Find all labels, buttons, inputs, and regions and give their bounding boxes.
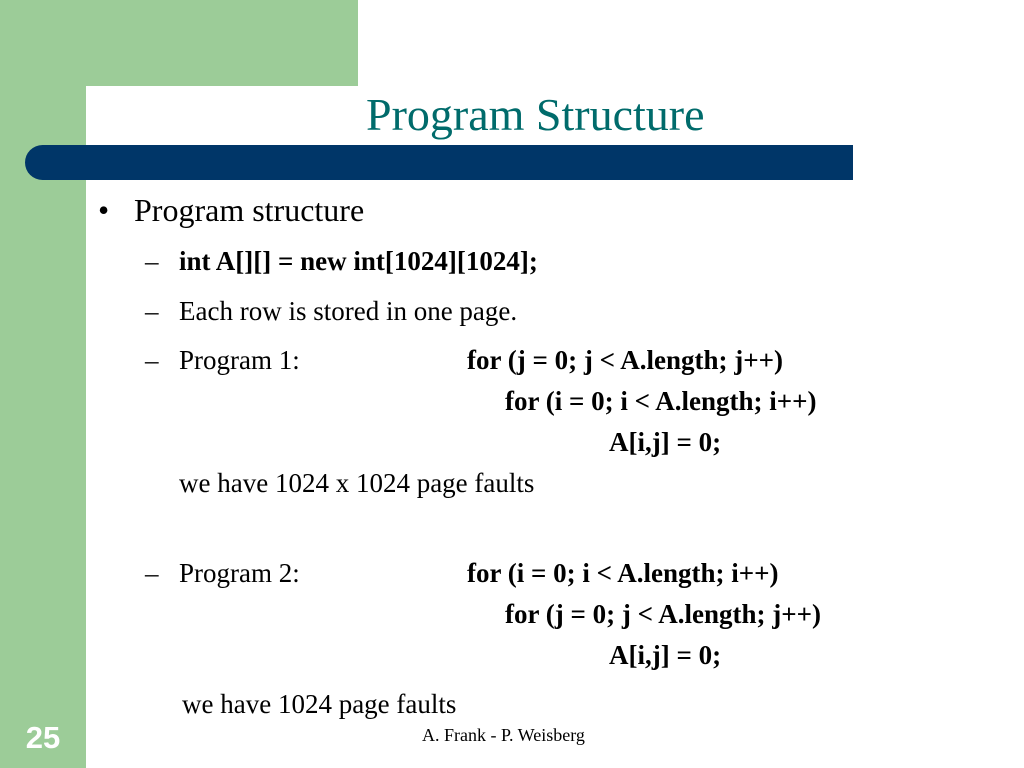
program2-result: we have 1024 page faults [182, 689, 457, 719]
dash-icon: – [145, 246, 159, 276]
decor-title-bar [25, 145, 853, 180]
decor-green-left [0, 0, 86, 768]
slide-title: Program Structure [366, 89, 705, 140]
program2-line1: for (i = 0; i < A.length; i++) [467, 558, 779, 588]
program2-line3: A[i,j] = 0; [609, 640, 722, 670]
footer-authors: A. Frank - P. Weisberg [422, 725, 585, 745]
program1-label: Program 1: [179, 345, 300, 375]
page-number: 25 [25, 720, 61, 755]
dash-icon: – [145, 558, 159, 588]
dash-icon: – [145, 296, 159, 326]
program2-line2: for (j = 0; j < A.length; j++) [505, 599, 821, 629]
bullet-icon: • [98, 192, 110, 228]
dash-icon: – [145, 345, 159, 375]
program1-line1: for (j = 0; j < A.length; j++) [467, 345, 783, 375]
program1-result: we have 1024 x 1024 page faults [179, 468, 535, 498]
program2-label: Program 2: [179, 558, 300, 588]
program1-line2: for (i = 0; i < A.length; i++) [505, 386, 817, 416]
declaration-code: int A[][] = new int[1024][1024]; [179, 246, 538, 276]
bullet-text: Program structure [134, 192, 365, 228]
program1-line3: A[i,j] = 0; [609, 427, 722, 457]
storage-text: Each row is stored in one page. [179, 296, 518, 326]
